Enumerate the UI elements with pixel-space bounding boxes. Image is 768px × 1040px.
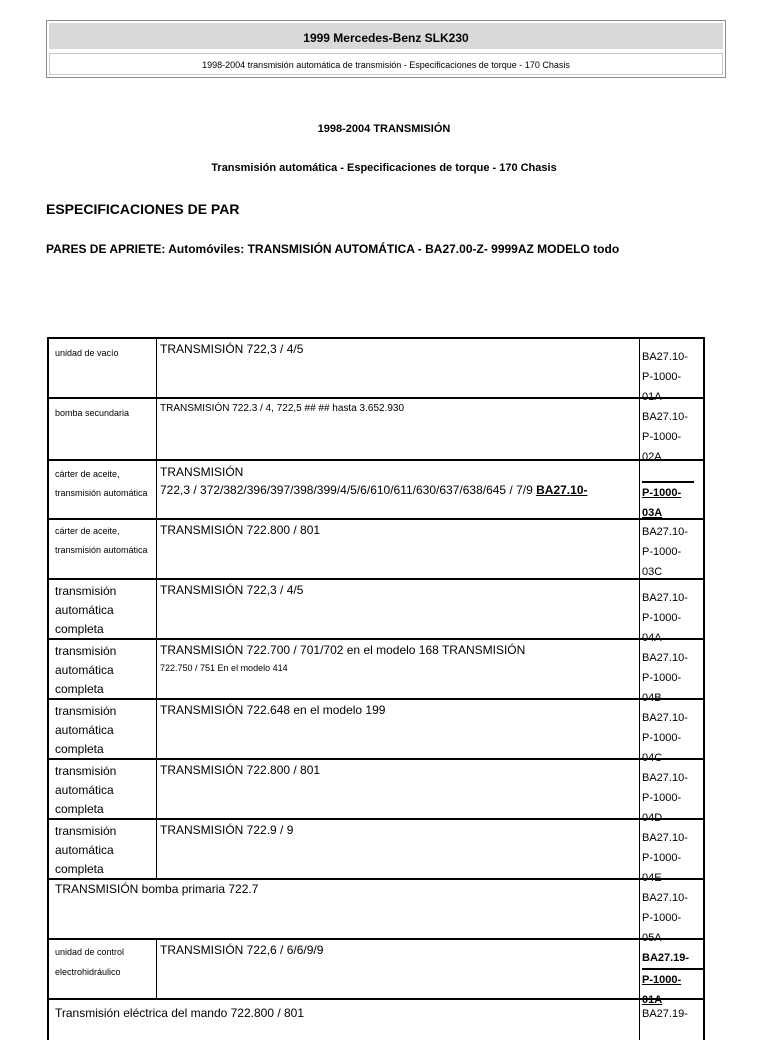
row-description-text: TRANSMISIÓN 722.800 / 801 [160, 523, 321, 537]
row-component: unidad de vacío [49, 339, 157, 397]
row-component: unidad de control electrohidráulico [49, 940, 157, 998]
row-description [157, 339, 639, 397]
row-reference [639, 760, 703, 824]
ref-line-2: P-1000- 01A [642, 371, 682, 403]
row-component: transmisión automática completa [49, 580, 157, 638]
row-description [157, 580, 639, 638]
ref-line-2: P-1000- 01A [642, 968, 703, 1010]
ref-line-2: P-1000- 04A [642, 612, 682, 644]
header-subtitle: 1998-2004 transmisión automática de transmisión - Especificaciones de torque - 170 Chasis [49, 53, 723, 75]
row-description-text: TRANSMISIÓN 722,6 / 6/6/9/9 [160, 943, 324, 957]
table-row [49, 461, 703, 520]
table-row [49, 399, 703, 461]
pares-line: PARES DE APRIETE: Automóviles: TRANSMISIÓN AUTOMÁTICA - BA27.00-Z- 9999AZ MODELO todo [46, 242, 620, 256]
ref-line-1: BA27.10- [642, 892, 688, 904]
row-description-text: TRANSMISIÓN 722.9 / 9 [160, 823, 294, 837]
table-row [49, 339, 703, 403]
document-header [46, 20, 726, 78]
row-reference [639, 461, 703, 518]
table-row [49, 700, 703, 764]
row-description-wide: Transmisión eléctrica del mando 722.800 / 801 [55, 1006, 305, 1020]
row-description-text: TRANSMISIÓN 722,3 / 4/5 [160, 583, 304, 597]
header-title: 1999 Mercedes-Benz SLK230 [49, 23, 723, 49]
row-reference [639, 640, 703, 704]
row-reference [639, 820, 703, 884]
row-description [157, 640, 639, 698]
ref-line-1: BA27.19- [642, 952, 690, 964]
ref-line-1: P-1000- [642, 481, 694, 503]
row-reference [639, 880, 703, 944]
ref-line-1: BA27.10- [642, 832, 688, 844]
ref-line-2: P-1000- 04E [642, 852, 682, 884]
row-description-text: TRANSMISIÓN 722.3 / 4, 722,5 ## ## hasta 3.652.930 [160, 403, 405, 414]
row-reference [639, 1000, 703, 1040]
ref-line-1: BA27.10- [642, 652, 688, 664]
row-reference [639, 339, 703, 403]
row-component: transmisión automática completa [49, 640, 157, 698]
row-description-line1: TRANSMISIÓN [160, 465, 244, 479]
ref-line-1: BA27.10- [642, 411, 688, 423]
row-description [157, 461, 639, 518]
row-component: bomba secundaria [49, 399, 157, 459]
row-reference [639, 700, 703, 764]
row-description-line2: 722,3 / 372/382/396/397/398/399/4/5/6/610/611/630/637/638/645 / 7/9 [160, 483, 533, 497]
ref-line-2: P-1000- 04C [642, 732, 682, 764]
table-row [49, 640, 703, 704]
ref-line-1: BA27.10- [642, 712, 688, 724]
section-heading: 1998-2004 TRANSMISIÓN [317, 123, 451, 135]
row-description-text: TRANSMISIÓN 722.800 / 801 [160, 763, 321, 777]
ref-line-2: P-1000- 04D [642, 792, 682, 824]
row-description-wide: TRANSMISIÓN bomba primaria 722.7 [55, 882, 259, 896]
ref-line-1: BA27.10- [642, 526, 688, 538]
ref-line-2: P-1000- 05A [642, 912, 682, 944]
row-component: cárter de aceite, transmisión automática [49, 461, 157, 518]
row-reference [639, 940, 703, 1006]
ref-line-1: BA27.10- [642, 351, 688, 363]
row-reference [639, 580, 703, 644]
row-ref-prefix: BA27.10- [536, 483, 588, 497]
table-row [49, 820, 703, 884]
row-description [157, 700, 639, 758]
ref-line-2: P-1000- 04B [642, 672, 682, 704]
row-component: cárter de aceite, transmisión automática [49, 520, 157, 578]
ref-line-2: 03A [642, 507, 663, 519]
section-subheading: Transmisión automática - Especificaciones de torque - 170 Chasis [211, 162, 557, 174]
row-component: transmisión automática completa [49, 820, 157, 878]
ref-line-1: BA27.10- [642, 592, 688, 604]
row-description-text: TRANSMISIÓN 722.648 en el modelo 199 [160, 703, 386, 717]
ref-line-1: BA27.10- [642, 772, 688, 784]
row-component: transmisión automática completa [49, 760, 157, 818]
torque-table [47, 337, 705, 1040]
row-description [157, 520, 639, 578]
row-description-small: 722.750 / 751 En el modelo 414 [160, 663, 288, 673]
row-reference [639, 520, 703, 578]
row-component: transmisión automática completa [49, 700, 157, 758]
ref-line-2: P-1000- 02A [642, 431, 682, 463]
row-description [157, 760, 639, 818]
row-reference [639, 399, 703, 463]
table-row [49, 880, 703, 944]
row-description-text: TRANSMISIÓN 722,3 / 4/5 [160, 342, 304, 356]
table-row [49, 1000, 703, 1040]
ref-line-2: P-1000- 03C [642, 546, 682, 578]
row-description [157, 940, 639, 998]
ref-line-1: BA27.19- [642, 1008, 688, 1020]
row-description-text: TRANSMISIÓN 722.700 / 701/702 en el modelo 168 TRANSMISIÓN [160, 643, 526, 657]
row-description [157, 820, 639, 878]
table-row [49, 580, 703, 644]
spec-title: ESPECIFICACIONES DE PAR [46, 201, 240, 217]
table-row [49, 520, 703, 580]
table-row [49, 760, 703, 824]
row-description [157, 399, 639, 459]
table-row [49, 940, 703, 1006]
